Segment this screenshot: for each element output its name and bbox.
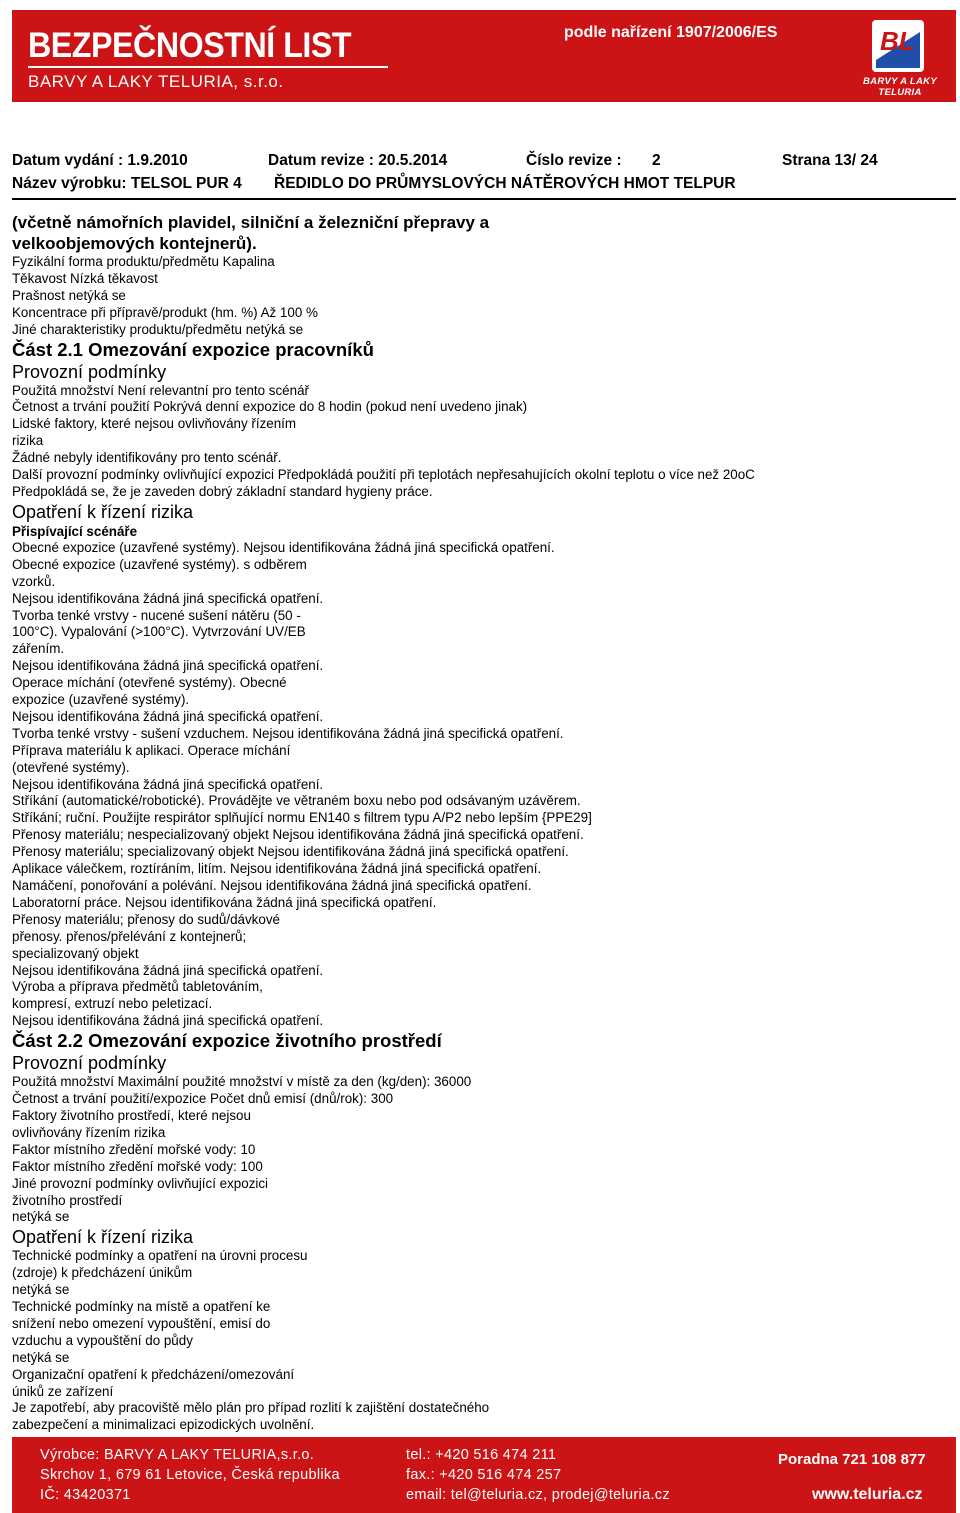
text-line: (otevřené systémy). bbox=[12, 759, 130, 775]
text-line: Aplikace válečkem, roztíráním, litím. Nejsou identifikována žádná jiná specifická opatření. bbox=[12, 861, 542, 877]
text-line: Četnost a trvání použití Pokrývá denní expozice do 8 hodin (pokud není uvedeno jinak) bbox=[12, 399, 528, 415]
revision-number-label: Číslo revize : bbox=[526, 152, 622, 169]
footer-address: Skrchov 1, 679 61 Letovice, Česká republika bbox=[40, 1467, 340, 1483]
text-line: Žádné nebyly identifikovány pro tento scénář. bbox=[12, 450, 282, 466]
text-line: Faktor místního zředění mořské vody: 10 bbox=[12, 1141, 256, 1157]
footer-fax: fax.: +420 516 474 257 bbox=[406, 1467, 562, 1483]
text-line: Nejsou identifikována žádná jiná specifická opatření. bbox=[12, 1013, 324, 1029]
footer-advice-line: Poradna 721 108 877 bbox=[778, 1451, 926, 1468]
text-line: přenosy. přenos/přelévání z kontejnerů; bbox=[12, 928, 247, 944]
text-line: Další provozní podmínky ovlivňující expozici Předpokládá použití při teplotách nepřesahujících okolní teplotu o více než 20oC bbox=[12, 467, 755, 483]
text-line: Nejsou identifikována žádná jiná specifická opatření. bbox=[12, 962, 324, 978]
text-line: Je zapotřebí, aby pracoviště mělo plán pro případ rozlití k zajištění dostatečného bbox=[12, 1400, 490, 1416]
text-line: Tvorba tenké vrstvy - nucené sušení nátěru (50 - bbox=[12, 607, 301, 623]
text-line: úniků ze zařízení bbox=[12, 1383, 114, 1399]
text-line: Obecné expozice (uzavřené systémy). Nejsou identifikována žádná jiná specifická opatření. bbox=[12, 539, 555, 555]
text-line: Jiné provozní podmínky ovlivňující expozici bbox=[12, 1175, 269, 1191]
section-heading: Provozní podmínky bbox=[12, 361, 167, 382]
document-title: BEZPEČNOSTNÍ LIST bbox=[28, 26, 352, 65]
company-name: BARVY A LAKY TELURIA, s.r.o. bbox=[28, 72, 284, 91]
text-line: Namáčení, ponořování a polévání. Nejsou identifikována žádná jiná specifická opatření. bbox=[12, 878, 532, 893]
text-line: rizika bbox=[12, 433, 44, 449]
text-line: netýká se bbox=[12, 1282, 70, 1298]
text-line: Prašnost netýká se bbox=[12, 287, 126, 303]
text-line: Příprava materiálu k aplikaci. Operace míchání bbox=[12, 742, 291, 758]
logo-letters: BL bbox=[880, 26, 915, 56]
header-banner bbox=[12, 10, 956, 102]
section-heading: Opatření k řízení rizika bbox=[12, 501, 194, 522]
text-line: vzorků. bbox=[12, 573, 56, 589]
footer-website[interactable]: www.teluria.cz bbox=[812, 1486, 923, 1503]
subsection-heading: Přispívající scénáře bbox=[12, 523, 138, 539]
section-heading: Provozní podmínky bbox=[12, 1053, 167, 1074]
text-line: Technické podmínky a opatření na úrovni procesu bbox=[12, 1248, 308, 1264]
text-line: vzduchu a vypouštění do půdy bbox=[12, 1332, 193, 1348]
footer-manufacturer: Výrobce: BARVY A LAKY TELURIA,s.r.o. bbox=[40, 1447, 315, 1463]
text-line: zabezpečení a minimalizaci epizodických uvolnění. bbox=[12, 1417, 315, 1433]
text-line: Lidské faktory, které nejsou ovlivňovány řízením bbox=[12, 416, 297, 432]
text-line: Fyzikální forma produktu/předmětu Kapalina bbox=[12, 254, 275, 269]
text-line: Nejsou identifikována žádná jiná specifická opatření. bbox=[12, 776, 324, 792]
part-heading: Část 2.2 Omezování expozice životního prostředí bbox=[12, 1030, 442, 1052]
text-line: Faktor místního zředění mořské vody: 100 bbox=[12, 1158, 263, 1174]
intro-heading-line: velkoobjemových kontejnerů). bbox=[12, 234, 257, 253]
issue-date: Datum vydání : 1.9.2010 bbox=[12, 152, 188, 169]
text-line: Operace míchání (otevřené systémy). Obecné bbox=[12, 675, 287, 691]
text-line: 100°C). Vypalování (>100°C). Vytvrzování UV/EB bbox=[12, 624, 306, 640]
text-line: Použitá množství Není relevantní pro tento scénář bbox=[12, 382, 309, 398]
text-line: Stříkání; ruční. Použijte respirátor splňující normu EN140 s filtrem typu A/P2 nebo lepším {PPE29] bbox=[12, 810, 592, 826]
text-line: Nejsou identifikována žádná jiná specifická opatření. bbox=[12, 590, 324, 606]
text-line: (zdroje) k předcházení únikům bbox=[12, 1265, 193, 1281]
text-line: Faktory životního prostředí, které nejsou bbox=[12, 1107, 251, 1123]
text-line: životního prostředí bbox=[12, 1192, 123, 1208]
text-line: Těkavost Nízká těkavost bbox=[12, 270, 158, 286]
title-underline bbox=[28, 66, 388, 68]
text-line: Obecné expozice (uzavřené systémy). s odběrem bbox=[12, 556, 307, 572]
text-line: Četnost a trvání použití/expozice Počet dnů emisí (dnů/rok): 300 bbox=[12, 1091, 394, 1107]
text-line: Stříkání (automatické/robotické). Provádějte ve větraném boxu nebo pod odsávaným uzávěrem. bbox=[12, 793, 581, 809]
text-line: Předpokládá se, že je zaveden dobrý základní standard hygieny práce. bbox=[12, 483, 433, 499]
text-line: zářením. bbox=[12, 641, 65, 657]
text-line: Organizační opatření k předcházení/omezování bbox=[12, 1366, 295, 1382]
product-name: Název výrobku: TELSOL PUR 4 bbox=[12, 175, 242, 192]
bl-logo-icon bbox=[872, 20, 924, 72]
footer-tel: tel.: +420 516 474 211 bbox=[406, 1447, 557, 1463]
text-line: Nejsou identifikována žádná jiná specifická opatření. bbox=[12, 658, 324, 674]
logo-brand-line1: BARVY A LAKY bbox=[863, 76, 937, 87]
logo-brand bbox=[850, 76, 950, 98]
text-line: Jiné charakteristiky produktu/předmětu netýká se bbox=[12, 321, 304, 337]
text-line: Přenosy materiálu; přenosy do sudů/dávkové bbox=[12, 911, 280, 927]
text-line: Přenosy materiálu; specializovaný objekt Nejsou identifikována žádná jiná specifická opatření. bbox=[12, 844, 569, 860]
text-line: Použitá množství Maximální použité množství v místě za den (kg/den): 36000 bbox=[12, 1074, 472, 1090]
company-logo bbox=[850, 18, 950, 100]
text-line: Nejsou identifikována žádná jiná specifická opatření. bbox=[12, 708, 324, 724]
footer-email[interactable]: email: tel@teluria.cz, prodej@teluria.cz bbox=[406, 1487, 670, 1503]
section-heading: Opatření k řízení rizika bbox=[12, 1227, 194, 1248]
intro-heading-line: (včetně námořních plavidel, silniční a železniční přepravy a bbox=[12, 213, 490, 232]
page-number: Strana 13/ 24 bbox=[782, 152, 878, 169]
text-line: Výroba a příprava předmětů tabletováním, bbox=[12, 979, 263, 995]
text-line: Přenosy materiálu; nespecializovaný objekt Nejsou identifikována žádná jiná specifická opatření. bbox=[12, 827, 584, 843]
footer-banner bbox=[12, 1437, 956, 1513]
text-line: netýká se bbox=[12, 1349, 70, 1365]
text-line: Koncentrace při přípravě/produkt (hm. %) Až 100 % bbox=[12, 304, 318, 320]
text-line: Technické podmínky na místě a opatření ke bbox=[12, 1299, 271, 1315]
product-description: ŘEDIDLO DO PRŮMYSLOVÝCH NÁTĚROVÝCH HMOT TELPUR bbox=[274, 175, 736, 192]
text-line: Tvorba tenké vrstvy - sušení vzduchem. Nejsou identifikována žádná jiná specifická opatření. bbox=[12, 725, 564, 741]
text-line: ovlivňovány řízením rizika bbox=[12, 1124, 166, 1140]
text-line: snížení nebo omezení vypouštění, emisí do bbox=[12, 1315, 271, 1331]
document-body bbox=[12, 212, 948, 1434]
footer-ic: IČ: 43420371 bbox=[40, 1487, 131, 1503]
text-line: netýká se bbox=[12, 1209, 70, 1225]
text-line: expozice (uzavřené systémy). bbox=[12, 692, 190, 708]
revision-number: 2 bbox=[652, 152, 661, 169]
text-line: kompresí, extruzí nebo peletizací. bbox=[12, 996, 213, 1012]
revision-date: Datum revize : 20.5.2014 bbox=[268, 152, 448, 169]
regulation-reference: podle nařízení 1907/2006/ES bbox=[564, 24, 778, 41]
part-heading: Část 2.1 Omezování expozice pracovníků bbox=[12, 338, 374, 360]
text-line: specializovaný objekt bbox=[12, 945, 139, 961]
logo-brand-line2: TELURIA bbox=[878, 87, 922, 98]
text-line: Laboratorní práce. Nejsou identifikována žádná jiná specifická opatření. bbox=[12, 894, 437, 910]
meta-divider bbox=[12, 198, 956, 200]
